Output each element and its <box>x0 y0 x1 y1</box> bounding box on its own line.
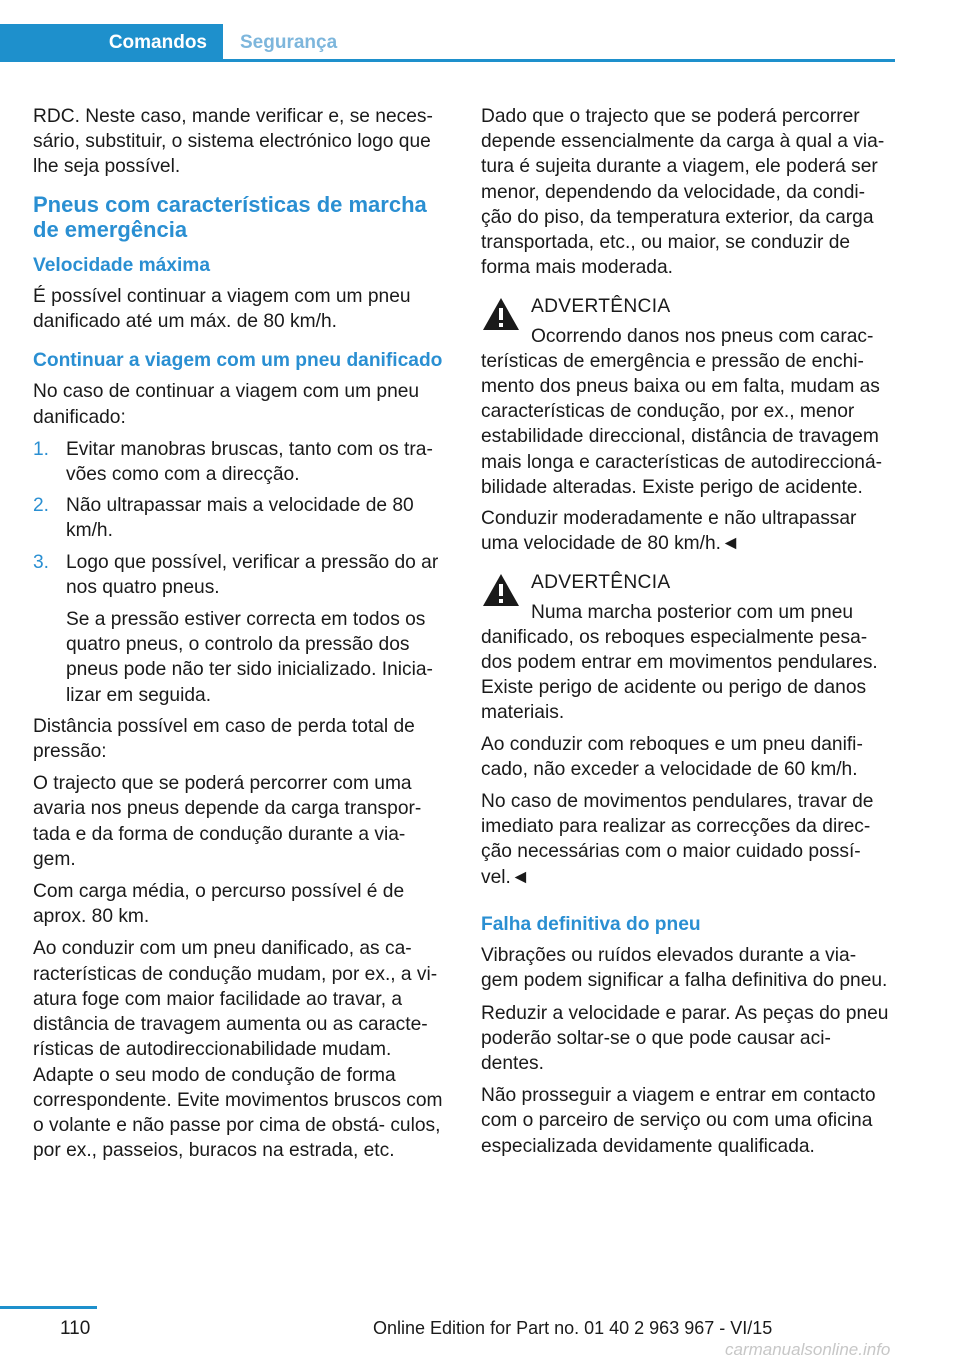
distance-title: Distância possível em caso de perda total de pressão: <box>33 715 415 763</box>
failure-paragraph-2: Reduzir a velocidade e parar. As peças do pneu poderão soltar-se o que pode causar aci‐ dentes. <box>481 1002 889 1074</box>
subheading-continue: Continuar a viagem com um pneu danificado <box>33 350 443 372</box>
right-column <box>481 104 895 1166</box>
step-number: 3. <box>33 551 50 573</box>
warning-title: ADVERTÊNCIA <box>531 572 671 594</box>
warning-triangle-icon <box>481 296 521 332</box>
step-text: Não ultrapassar mais a velocidade de 80 km/h. <box>66 495 414 542</box>
list-item <box>33 437 449 487</box>
warning-2-note-1: Ao conduzir com reboques e um pneu danifi‐ cado, não exceder a velocidade de 60 km/h. <box>481 733 863 780</box>
distance-paragraph-1: O trajecto que se poderá percorrer com uma avaria nos pneus depende da carga transpor‐ tada e da forma de condução durante a via‐ gem. <box>33 773 422 870</box>
warning-body: Numa marcha posterior com um pneu danificado, os reboques especialmente pesa‐ dos podem entrar em movimentos pendulares. Existe perigo de acidente ou perigo de danos materiais. <box>481 601 878 724</box>
warning-title: ADVERTÊNCIA <box>531 296 671 318</box>
warning-2-note-2: No caso de movimentos pendulares, travar de imediato para realizar as correcções da direc‐ ção necessárias com o maior cuidado possí‐ vel.◄ <box>481 791 874 888</box>
edition-footer: Online Edition for Part no. 01 40 2 963 967 - VI/15 <box>373 1318 773 1338</box>
warning-triangle-icon <box>481 572 521 608</box>
distance-paragraph-2: Com carga média, o percurso possível é de aprox. 80 km. <box>33 881 405 928</box>
warning-1-note: Conduzir moderadamente e não ultrapassar uma velocidade de 80 km/h.◄ <box>481 508 857 555</box>
continue-paragraph: No caso de continuar a viagem com um pneu danificado: <box>33 381 420 428</box>
subheading-max-speed: Velocidade máxima <box>33 254 211 276</box>
left-column <box>33 104 449 1170</box>
tab-underline <box>0 59 895 62</box>
steps-list <box>33 437 449 708</box>
max-speed-paragraph: É possível continuar a viagem com um pneu danificado até um máx. de 80 km/h. <box>33 285 411 333</box>
step-text: Evitar manobras bruscas, tanto com os tra‐ vões como com a direcção. <box>66 438 433 486</box>
watermark: carmanualsonline.info <box>725 1340 891 1359</box>
failure-paragraph-1: Vibrações ou ruídos elevados durante a via‐ gem podem significar a falha definitiva do pneu. <box>481 945 888 992</box>
list-item <box>33 550 449 708</box>
list-item <box>33 493 449 543</box>
failure-paragraph-3: Não prosseguir a viagem e entrar em contacto com o parceiro de serviço ou com uma oficina especializada devidamente qualificada. <box>481 1085 876 1157</box>
step-number: 2. <box>33 495 50 517</box>
step-number: 1. <box>33 438 50 460</box>
tab-seguranca[interactable]: Segurança <box>240 32 338 53</box>
top-tab-bar <box>0 24 895 62</box>
page-number: 110 <box>60 1318 91 1339</box>
warning-block-1 <box>481 294 895 500</box>
step-extra-text: Se a pressão estiver correcta em todos os quatro pneus, o controlo da pressão dos pneus pode não ter sido inicializado. Inicia‐ lizar em seguida. <box>66 609 433 706</box>
section-heading-runflat: Pneus com características de marcha de emergência <box>33 191 427 242</box>
intro-paragraph: RDC. Neste caso, mande verificar e, se neces‐ sário, substituir, o sistema electrónico logo que lhe seja possível. <box>33 106 433 178</box>
warning-body: Ocorrendo danos nos pneus com carac‐ terísticas de emergência e pressão de enchi‐ mento dos pneus baixa ou em falta, mudam as características de condução, por ex., menor estabilidade direccional, distância de travagem mais longa e características de autodireccioná‐ bilidade alteradas. Existe perigo de acidente. <box>481 325 883 498</box>
tab-comandos[interactable]: Comandos <box>0 24 223 62</box>
distance-paragraph-3: Ao conduzir com um pneu danificado, as ca‐ racterísticas de condução mudam, por ex., a vi‐ atura foge com maior facilidade ao travar, a distância de travagem aumenta ou as caracte‐ rísticas de autodireccionabilidade mudam. Adapte o seu modo de condução de forma correspondente. Evite movimentos bruscos com o volante e não passe por cima de obstá‐ culos, por ex., passeios, buracos na estrada, etc. <box>33 938 443 1162</box>
step-text: Logo que possível, verificar a pressão do ar nos quatro pneus. <box>66 551 439 598</box>
subheading-tire-failure: Falha definitiva do pneu <box>481 913 701 935</box>
footer-accent-line <box>0 1306 97 1309</box>
range-paragraph: Dado que o trajecto que se poderá percorrer depende essencialmente da carga à qual a via‐ tura é sujeita durante a viagem, ele poderá ser menor, dependendo da velocidade, da condi‐ ção do piso, da temperatura exterior, da carga transportada, etc., ou maior, se conduzir de forma mais moderada. <box>481 106 885 279</box>
warning-block-2 <box>481 570 895 725</box>
